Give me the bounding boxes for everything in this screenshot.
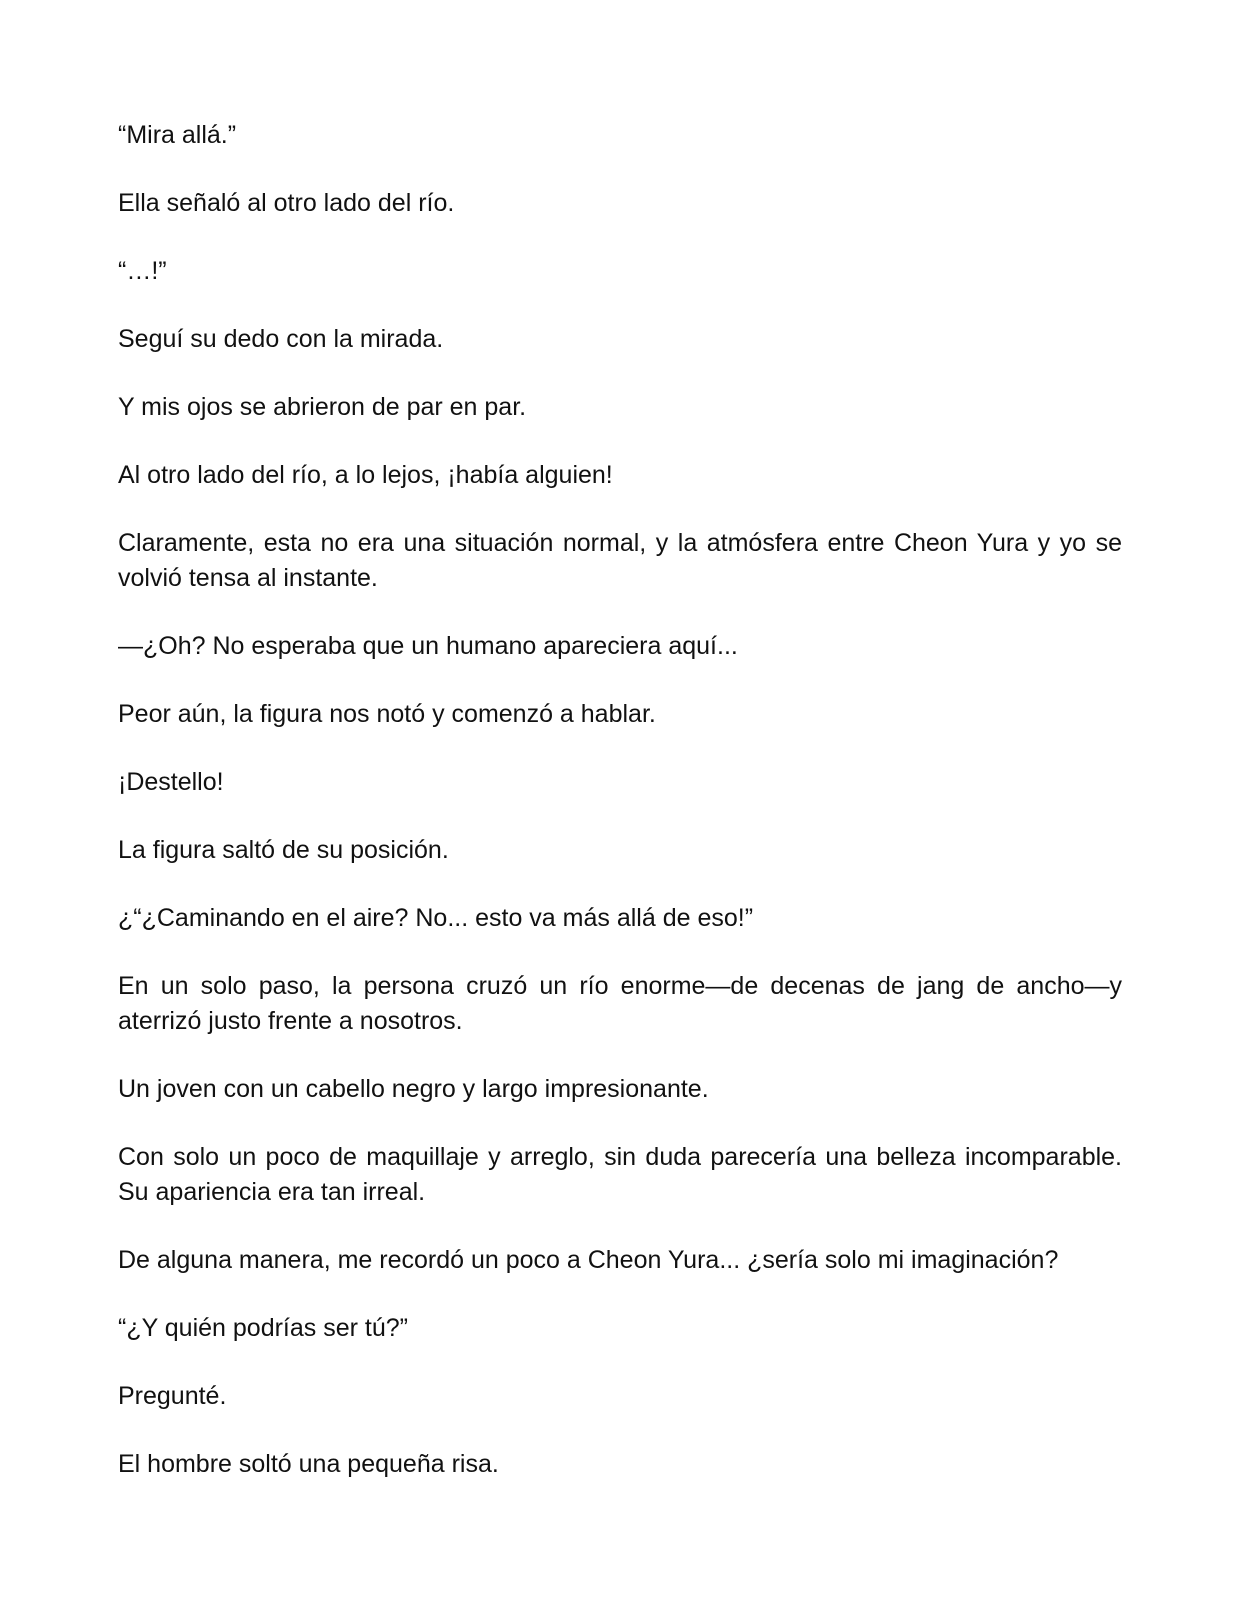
paragraph-recordo-cheon-yura: De alguna manera, me recordó un poco a Cheon Yura... ¿sería solo mi imaginación? bbox=[118, 1246, 1059, 1274]
paragraph-habia-alguien: Al otro lado del río, a lo lejos, ¡había alguien! bbox=[118, 461, 613, 489]
paragraph-mira-alla: “Mira allá.” bbox=[118, 121, 237, 149]
paragraph-caminando-aire: ¿“¿Caminando en el aire? No... esto va más allá de eso!” bbox=[118, 904, 754, 932]
paragraph-pequena-risa: El hombre soltó una pequeña risa. bbox=[118, 1450, 499, 1478]
paragraph-pregunte: Pregunté. bbox=[118, 1382, 227, 1410]
paragraph-joven-cabello: Un joven con un cabello negro y largo impresionante. bbox=[118, 1075, 709, 1103]
paragraph-segui-su-dedo: Seguí su dedo con la mirada. bbox=[118, 325, 444, 353]
paragraph-figura-salto: La figura saltó de su posición. bbox=[118, 836, 449, 864]
paragraph-no-esperaba: —¿Oh? No esperaba que un humano apareciera aquí... bbox=[118, 632, 738, 660]
paragraph-figura-hablo: Peor aún, la figura nos notó y comenzó a hablar. bbox=[118, 700, 656, 728]
paragraph-exclamation: “…!” bbox=[118, 257, 167, 285]
body-text bbox=[118, 118, 1122, 1515]
paragraph-cruzo-rio: En un solo paso, la persona cruzó un río enorme—de decenas de jang de ancho—y aterrizó justo frente a nosotros. bbox=[118, 972, 1122, 1035]
paragraph-mis-ojos: Y mis ojos se abrieron de par en par. bbox=[118, 393, 527, 421]
paragraph-ella-senalo: Ella señaló al otro lado del río. bbox=[118, 189, 455, 217]
paragraph-atmosfera-tensa: Claramente, esta no era una situación normal, y la atmósfera entre Cheon Yura y yo se volvió tensa al instante. bbox=[118, 529, 1122, 592]
paragraph-destello: ¡Destello! bbox=[118, 768, 224, 796]
paragraph-quien-podrias-ser: “¿Y quién podrías ser tú?” bbox=[118, 1314, 408, 1342]
paragraph-belleza-incomparable: Con solo un poco de maquillaje y arreglo, sin duda parecería una belleza incomparable. Su apariencia era tan irreal. bbox=[118, 1143, 1122, 1206]
